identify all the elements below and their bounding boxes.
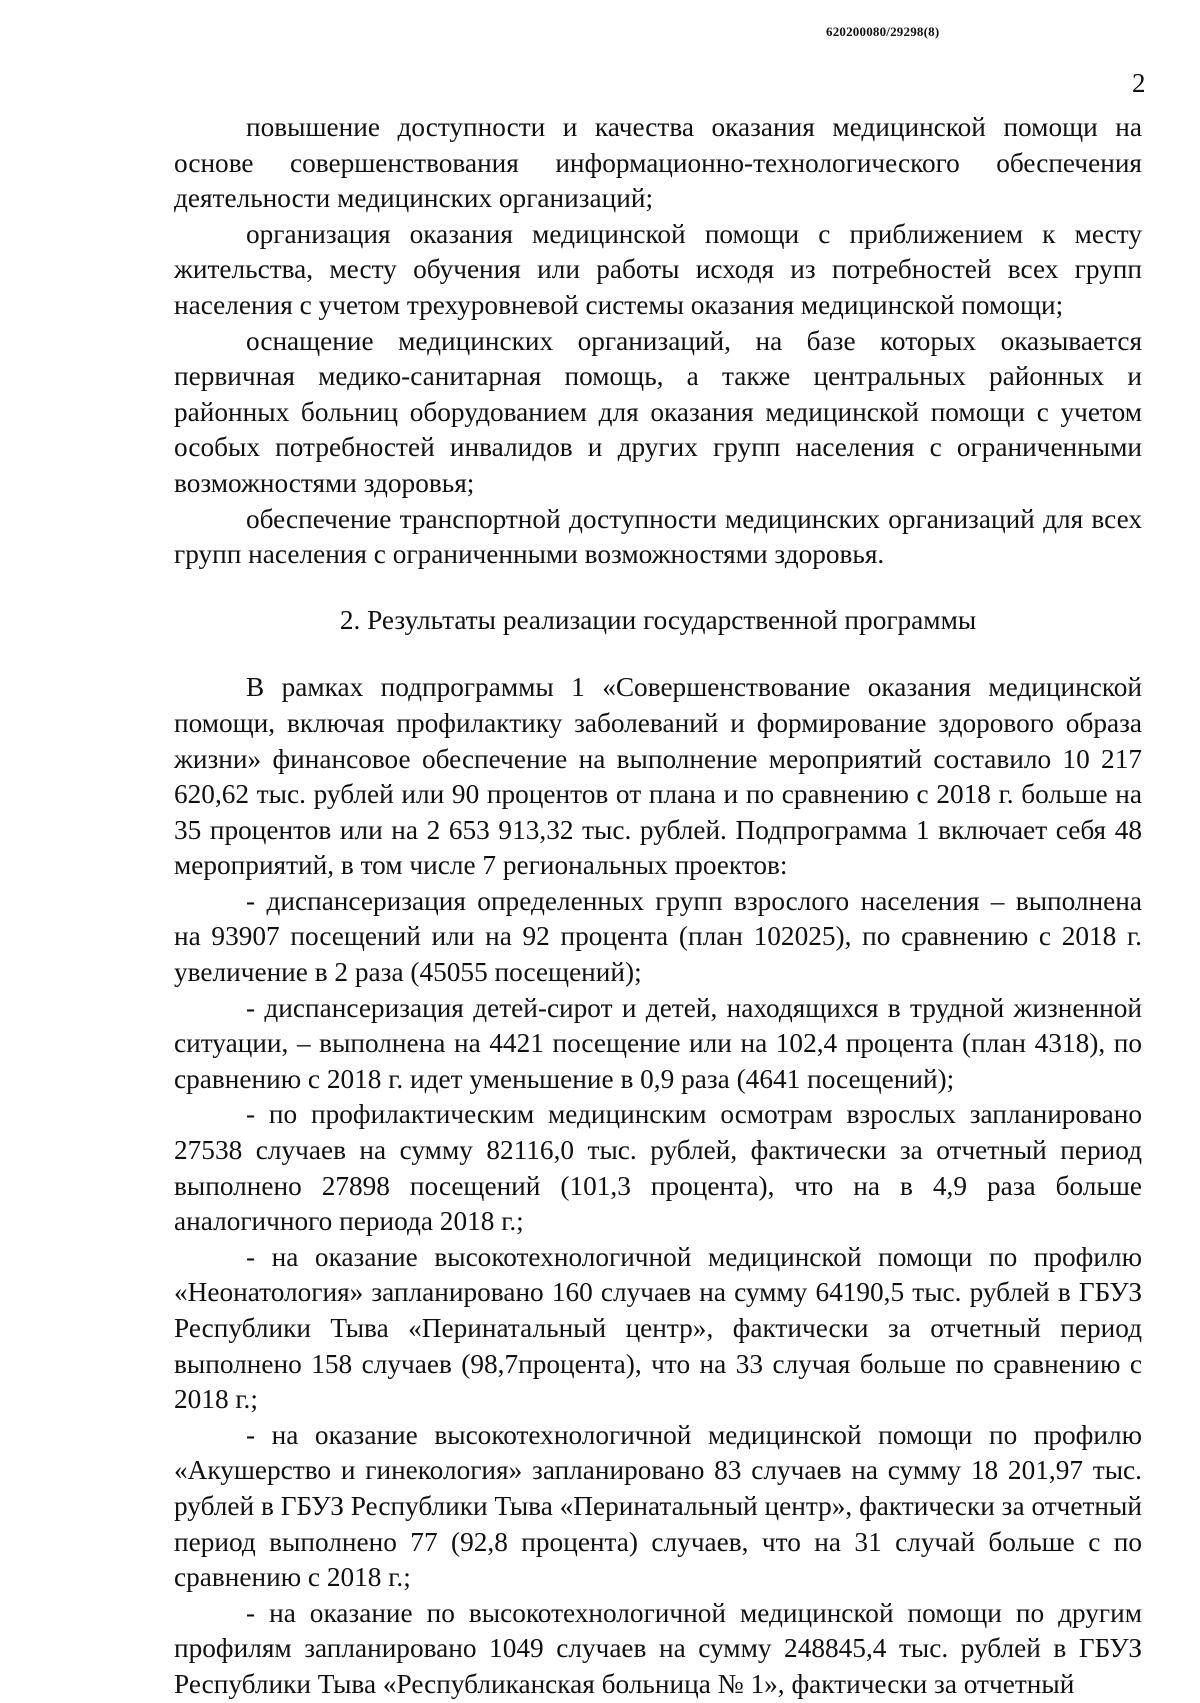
paragraph: повышение доступности и качества оказания медицинской помощи на основе совершенствования информационно-технологического обеспечения деятельности медицинских организаций;: [174, 112, 1142, 214]
document-body: [174, 110, 1142, 1703]
paragraph: организация оказания медицинской помощи с приближением к месту жительства, месту обучения или работы исходя из потребностей всех групп населения с учетом трехуровневой системы оказания медицинской помощи;: [174, 218, 1142, 320]
list-item: - по профилактическим медицинским осмотрам взрослых запланировано 27538 случаев на сумму 82116,0 тыс. рублей, фактически за отчетный период выполнено 27898 посещений (101,3 процента), что на в 4,9 раза больше аналогичного периода 2018 г.;: [174, 1099, 1142, 1237]
section-title: 2. Результаты реализации государственной программы: [339, 604, 977, 635]
page-number: 2: [1132, 68, 1146, 98]
list-item: - на оказание по высокотехнологичной медицинской помощи по другим профилям запланировано 1049 случаев на сумму 248845,4 тыс. рублей в ГБУЗ Республики Тыва «Республиканская больница № 1», фактически за отчетный: [174, 1597, 1142, 1699]
paragraph: оснащение медицинских организаций, на базе которых оказывается первичная медико-санитарная помощь, а также центральных районных и районных больниц оборудованием для оказания медицинской помощи с учетом особых потребностей инвалидов и других групп населения с ограниченными возможностями здоровья;: [174, 325, 1142, 498]
list-item: - на оказание высокотехнологичной медицинской помощи по профилю «Акушерство и гинекология» запланировано 83 случаев на сумму 18 201,97 тыс. рублей в ГБУЗ Республики Тыва «Перинатальный центр», фактически за отчетный период выполнено 77 (92,8 процента) случаев, что на 31 случай больше с по сравнению с 2018 г.;: [174, 1419, 1142, 1593]
document-code: 620200080/29298(8): [826, 24, 940, 39]
paragraph: В рамках подпрограммы 1 «Совершенствование оказания медицинской помощи, включая профилактику заболеваний и формирование здорового образа жизни» финансовое обеспечение на выполнение мероприятий составило 10 217 620,62 тыс. рублей или 90 процентов от плана и по сравнению с 2018 г. больше на 35 процентов или на 2 653 913,32 тыс. рублей. Подпрограмма 1 включает себя 48 мероприятий, в том числе 7 региональных проектов:: [174, 672, 1142, 881]
list-item: - диспансеризация определенных групп взрослого населения – выполнена на 93907 посещений или на 92 процента (план 102025), по сравнению с 2018 г. увеличение в 2 раза (45055 посещений);: [174, 885, 1142, 988]
list-item: - на оказание высокотехнологичной медицинской помощи по профилю «Неонатология» запланировано 160 случаев на сумму 64190,5 тыс. рублей в ГБУЗ Республики Тыва «Перинатальный центр», фактически за отчетный период выполнено 158 случаев (98,7процента), что на 33 случая больше по сравнению с 2018 г.;: [174, 1241, 1142, 1415]
list-item: - диспансеризация детей-сирот и детей, находящихся в трудной жизненной ситуации, – выполнена на 4421 посещение или на 102,4 процента (план 4318), по сравнению с 2018 г. идет уменьшение в 0,9 раза (4641 посещений);: [174, 992, 1142, 1094]
paragraph: обеспечение транспортной доступности медицинских организаций для всех групп населения с ограниченными возможностями здоровья.: [174, 503, 1142, 570]
